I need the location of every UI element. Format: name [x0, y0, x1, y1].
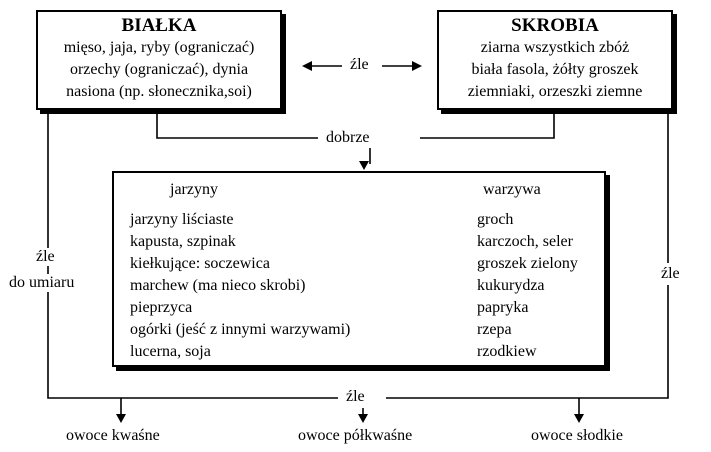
fruit-sour: owoce kwaśne [66, 427, 160, 444]
starch-line: ziarna wszystkich zbóż [480, 39, 630, 56]
edge-label-to-vegetables: dobrze [322, 129, 374, 147]
starch-line: biała fasola, żółty groszek [471, 61, 639, 78]
proteins-line: mięso, jaja, ryby (ograniczać) [63, 39, 255, 56]
edge-label-to-fruits: źle [343, 388, 368, 406]
list-item: kiełkujące: soczewica [130, 255, 270, 272]
starch-line: ziemniaki, orzeszki ziemne [467, 83, 643, 100]
fruit-semi-sour: owoce półkwaśne [298, 427, 413, 444]
edge-label-left-line-moderation: do umiaru [9, 274, 75, 291]
edge-label-right-line: źle [659, 263, 682, 285]
vegetables-right-list [477, 209, 578, 363]
vegetables-left-list [130, 209, 350, 363]
list-item: marchew (ma nieco skrobi) [130, 277, 306, 294]
list-item: groszek zielony [477, 255, 578, 272]
list-item: groch [477, 211, 514, 228]
starch-title: SKROBIA [511, 15, 599, 36]
proteins-line: nasiona (np. słonecznika,soi) [66, 83, 252, 100]
list-item: kukurydza [477, 277, 545, 294]
vegetables-left-heading: jarzyny [170, 181, 218, 198]
vegetables-box [112, 171, 606, 367]
edge-label-proteins-starch: źle [350, 56, 369, 73]
starch-box [437, 10, 673, 110]
list-item: jarzyny liściaste [130, 211, 234, 228]
fruit-sweet: owoce słodkie [531, 427, 623, 444]
list-item: pieprzyca [130, 299, 193, 316]
vegetables-right-heading: warzywa [483, 181, 541, 198]
list-item: rzodkiew [477, 343, 537, 360]
edge-label-left-line: źle [36, 248, 55, 265]
list-item: karczoch, seler [477, 233, 573, 250]
list-item: lucerna, soja [130, 343, 211, 360]
list-item: kapusta, szpinak [130, 233, 236, 250]
list-item: papryka [477, 299, 529, 316]
proteins-box [36, 10, 282, 110]
list-item: ogórki (jeść z innymi warzywami) [130, 321, 351, 338]
list-item: rzepa [477, 321, 512, 338]
proteins-title: BIAŁKA [121, 15, 197, 36]
proteins-line: orzechy (ograniczać), dynia [69, 61, 249, 78]
